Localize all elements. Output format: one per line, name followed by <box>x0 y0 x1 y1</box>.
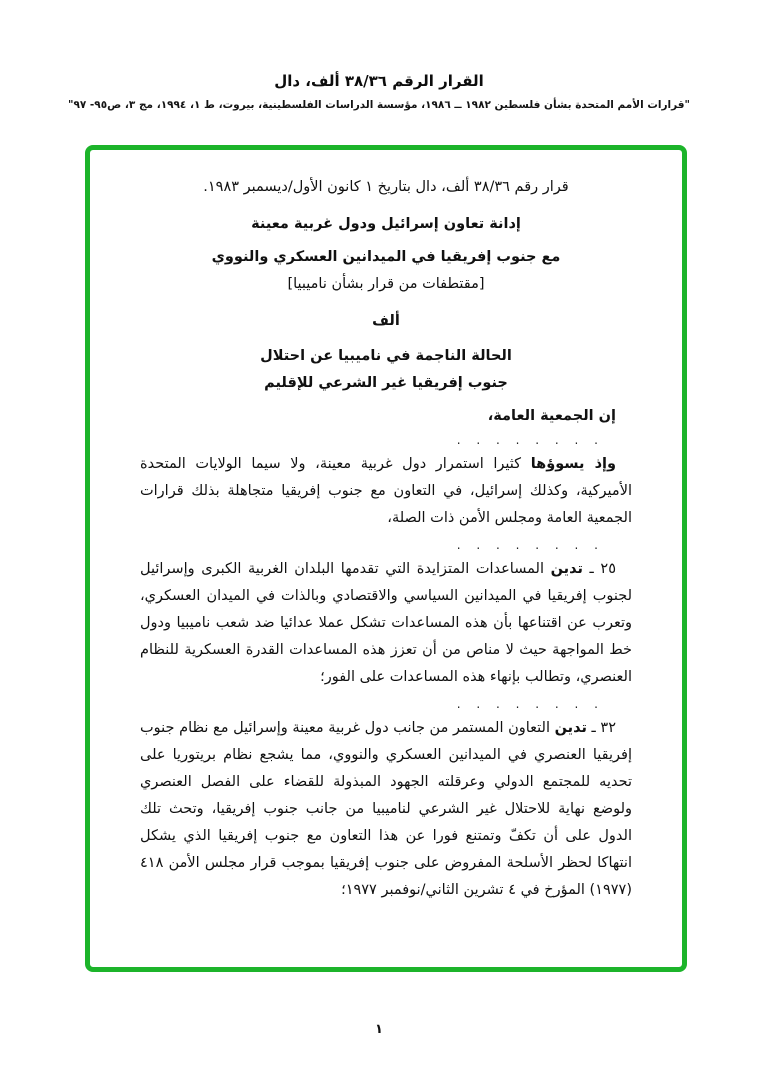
page-title: القرار الرقم ٣٨/٣٦ ألف، دال <box>274 72 484 90</box>
paragraph-observing-lead: وإذ يسوؤها <box>530 456 616 472</box>
document-title-line-1: إدانة تعاون إسرائيل ودول غربية معينة <box>251 216 521 232</box>
document-frame <box>85 145 687 972</box>
paragraph-25-lead: تدين <box>550 561 583 577</box>
paragraph-25 <box>140 556 632 691</box>
paragraph-32-number: ٣٢ ـ <box>586 720 616 736</box>
paragraph-observing-text: كثيرا استمرار دول غربية معينة، ولا سيما الولايات المتحدة الأميركية، وكذلك إسرائيل، في التعاون مع جنوب إفريقيا متجاهلة بذلك قرارات الجمعية العامة ومجلس الأمن ذات الصلة، <box>140 456 632 526</box>
paragraph-25-text: المساعدات المتزايدة التي تقدمها البلدان الغربية الكبرى وإسرائيل لجنوب إفريقيا في الميدانين السياسي والاقتصادي وبالذات في الميدان العسكري، وتعرب عن اقتناعها بأن هذه المساعدات تشكل عملا عدائيا ضد شعب ناميبيا ودول خط المواجهة حيث لا مناص من أن تعزز هذه المساعدات القدرة العسكرية للنظام العنصري، وتطالب بإنهاء هذه المساعدات على الفور؛ <box>140 561 632 685</box>
resolution-heading: قرار رقم ٣٨/٣٦ ألف، دال بتاريخ ١ كانون الأول/ديسمبر ١٩٨٣. <box>203 179 569 195</box>
document-title-line-2: مع جنوب إفريقيا في الميدانين العسكري والنووي <box>211 249 561 265</box>
paragraph-32 <box>140 715 632 904</box>
ellipsis-row: . . . . . . . . <box>456 697 604 711</box>
paragraph-32-lead: تدين <box>554 720 587 736</box>
ellipsis-row: . . . . . . . . <box>456 538 604 552</box>
paragraph-observing <box>140 451 632 532</box>
paragraph-25-number: ٢٥ ـ <box>582 561 616 577</box>
section-title-line-1: الحالة الناجمة في ناميبيا عن احتلال <box>260 348 512 364</box>
preamble: إن الجمعية العامة، <box>487 408 616 424</box>
page-header <box>0 0 758 111</box>
source-citation: "قرارات الأمم المتحدة بشأن فلسطين ١٩٨٢ ــ ١٩٨٦، مؤسسة الدراسات الفلسطينية، بيروت، ط ١، ١٩٩٤، مج ٣، ص٩٥- ٩٧" <box>67 99 691 111</box>
ellipsis-row: . . . . . . . . <box>456 433 604 447</box>
section-title-line-2: جنوب إفريقيا غير الشرعي للإقليم <box>264 375 508 391</box>
excerpt-note: [مقتطفات من قرار بشأن ناميبيا] <box>287 276 485 292</box>
section-letter: ألف <box>372 313 400 329</box>
page-number: ١ <box>375 1022 383 1037</box>
paragraph-32-text: التعاون المستمر من جانب دول غربية معينة وإسرائيل مع نظام جنوب إفريقيا العنصري في الميدانين العسكري والنووي، مما يشجع نظام بريتوريا على تحديه للمجتمع الدولي وعرقلته الجهود المبذولة للقضاء على الفصل العنصري ولوضع نهاية للاحتلال غير الشرعي لناميبيا من جانب جنوب إفريقيا، وتحث تلك الدول على أن تكفّ وتمتنع فورا عن هذا التعاون مع جنوب إفريقيا الذي يشكل انتهاكا لحظر الأسلحة المفروض على جنوب إفريقيا بموجب قرار مجلس الأمن ٤١٨ (١٩٧٧) المؤرخ في ٤ تشرين الثاني/نوفمبر ١٩٧٧؛ <box>140 720 632 898</box>
